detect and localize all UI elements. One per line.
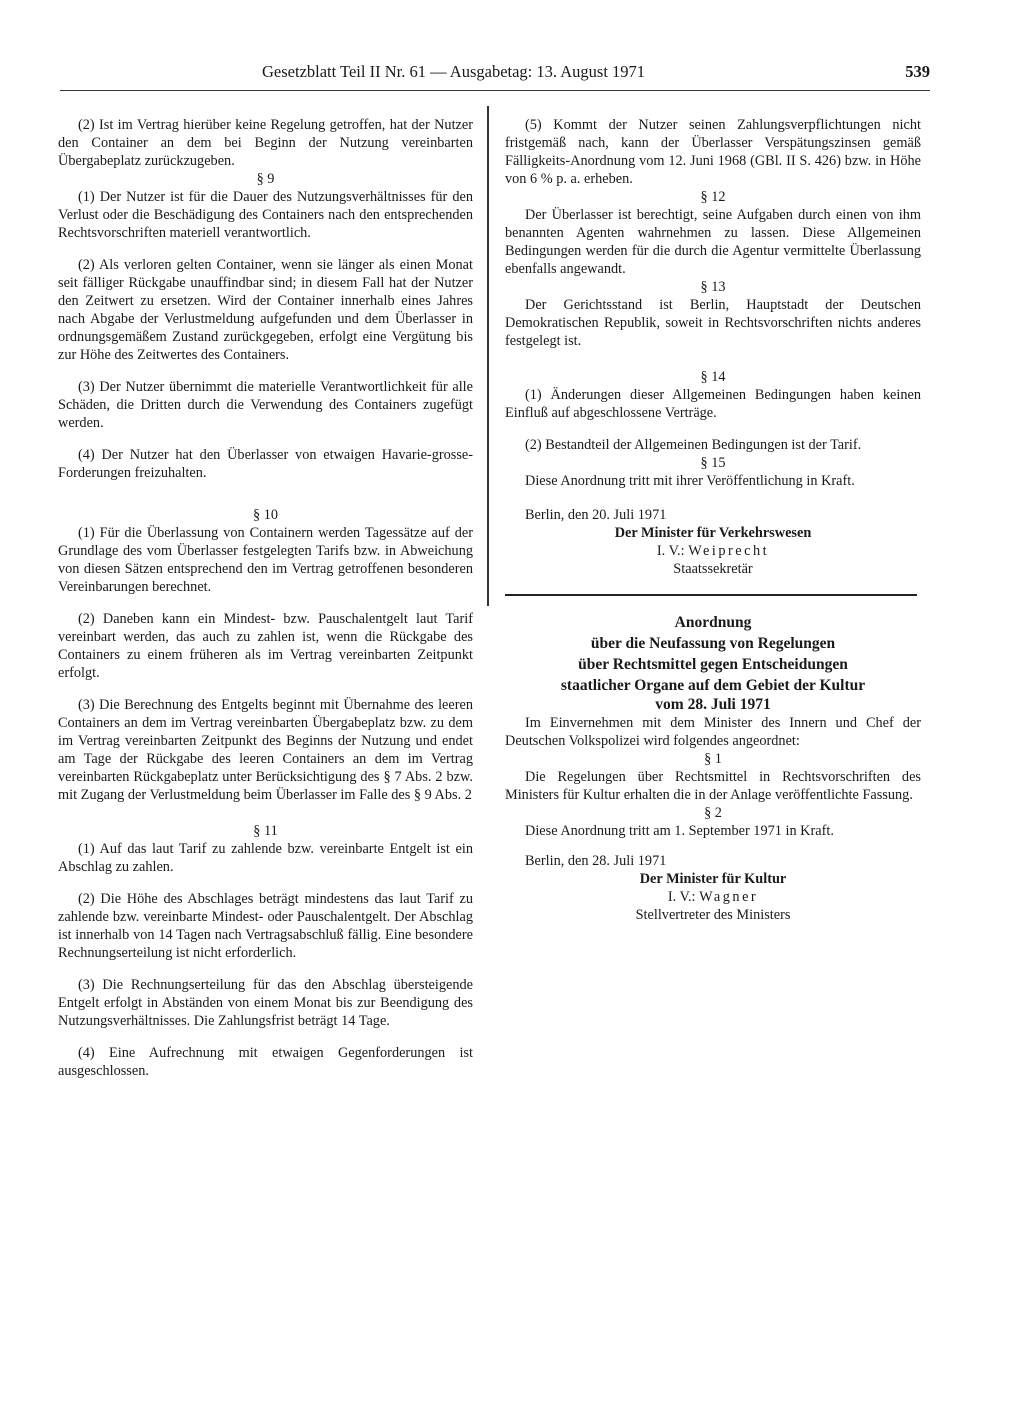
paragraph: (1) Der Nutzer ist für die Dauer des Nutzungsverhältnisses für den Verlust oder die Beschädigung des Containers nach den entsprechenden Rechtsvorschriften materiell verantwortlich. — [58, 189, 473, 241]
paragraph: (2) Die Höhe des Abschlages beträgt mindestens das laut Tarif zu zahlende bzw. vereinbarte Mindest- oder Pauschalentgelt. Der Abschlag ist innerhalb von 14 Tagen nach Vertragsabschluß fällig. Eine besondere Rechnungserteilung ist nicht erforderlich. — [58, 891, 473, 961]
right-column — [505, 116, 921, 924]
column-divider — [487, 106, 489, 606]
signatory-name: Weiprecht — [688, 543, 770, 559]
paragraph: (3) Die Berechnung des Entgelts beginnt mit Übernahme des leeren Containers an dem im Vertrag vereinbarten Übergabeplatz bzw. zu dem im Vertrag vereinbarten Zeitpunkt des Beginns der Nutzung und endet am Tage der Rückgabe des leeren Containers an dem im Vertrag vereinbarten Rückgabeplatz unter Berücksichtigung des § 7 Abs. 2 bzw. mit Zugang der Verlustmeldung beim Überlasser im Falle des § 9 Abs. 2 — [58, 697, 473, 803]
place-date: Berlin, den 28. Juli 1971 — [525, 853, 667, 869]
signatory — [505, 888, 921, 906]
order-title-line: Anordnung — [674, 614, 752, 631]
section-heading: § 14 — [700, 369, 726, 385]
page-header — [60, 62, 930, 84]
section-heading: § 10 — [252, 507, 279, 523]
paragraph: Der Überlasser ist berechtigt, seine Aufgaben durch einen von ihm benannten Agenten wahrnehmen zu lassen. Diese Allgemeinen Bedingungen werden für die durch die Agentur vermittelte Überlassung ebenfalls angewandt. — [505, 207, 921, 277]
paragraph: Diese Anordnung tritt am 1. September 1971 in Kraft. — [525, 823, 834, 839]
section-heading: § 2 — [704, 805, 722, 821]
minister-title: Der Minister für Kultur — [639, 871, 787, 887]
paragraph: (1) Änderungen dieser Allgemeinen Bedingungen haben keinen Einfluß auf abgeschlossene Verträge. — [505, 387, 921, 421]
left-column — [58, 116, 473, 1080]
signatory-name: Wagner — [699, 889, 759, 905]
paragraph: (3) Der Nutzer übernimmt die materielle Verantwortlichkeit für alle Schäden, die Dritten durch die Verwendung des Containers zugefügt werden. — [58, 379, 473, 431]
header-rule — [60, 90, 930, 91]
section-rule — [505, 594, 917, 596]
place-date: Berlin, den 20. Juli 1971 — [525, 507, 667, 523]
paragraph: (1) Für die Überlassung von Containern werden Tagessätze auf der Grundlage des vom Überlasser festgelegten Tarifs bzw. in Abweichung von diesen Sätzen entsprechend den im Vertrag getroffenen besonderen Vereinbarungen berechnet. — [58, 525, 473, 595]
section-heading: § 15 — [700, 455, 726, 471]
section-heading: § 11 — [253, 823, 278, 839]
section-heading: § 13 — [700, 279, 726, 295]
minister-title: Der Minister für Verkehrswesen — [614, 525, 812, 541]
paragraph: Der Gerichtsstand ist Berlin, Hauptstadt der Deutschen Demokratischen Republik, soweit in Rechtsvorschriften nichts anderes festgelegt ist. — [505, 297, 921, 349]
paragraph: (4) Der Nutzer hat den Überlasser von etwaigen Havarie-grosse-Forderungen freizuhalten. — [58, 447, 473, 481]
section-heading: § 12 — [700, 189, 726, 205]
iv-label: I. V.: — [656, 543, 685, 559]
signatory — [505, 542, 921, 560]
paragraph: (2) Als verloren gelten Container, wenn sie länger als einen Monat seit fälliger Rückgabe unauffindbar sind; in diesem Fall hat der Nutzer den Zeitwert zu ersetzen. Wird der Container innerhalb eines Jahres nach Abgabe der Verlustmeldung aufgefunden und dem Überlasser in ordnungsgemäßem Zustand zurückgegeben, erfolgt eine Vergütung bis zur Höhe des Zeitwertes des Containers. — [58, 257, 473, 363]
paragraph: (4) Eine Aufrechnung mit etwaigen Gegenforderungen ist ausgeschlossen. — [58, 1045, 473, 1079]
paragraph: (3) Die Rechnungserteilung für das den Abschlag übersteigende Entgelt erfolgt in Abständen von einem Monat bis zur Beendigung des Nutzungsverhältnisses. Die Zahlungsfrist beträgt 14 Tage. — [58, 977, 473, 1029]
section-heading: § 1 — [704, 751, 722, 767]
paragraph: (2) Ist im Vertrag hierüber keine Regelung getroffen, hat der Nutzer den Container an dem bei Beginn der Nutzung vereinbarten Übergabeplatz zurückzugeben. — [58, 117, 473, 169]
paragraph: (2) Bestandteil der Allgemeinen Bedingungen ist der Tarif. — [525, 437, 862, 453]
order-title-line: staatlicher Organe auf dem Gebiet der Kultur — [560, 677, 866, 694]
order-date: vom 28. Juli 1971 — [655, 696, 771, 713]
gazette-title: Gesetzblatt Teil II Nr. 61 — Ausgabetag: 13. August 1971 — [262, 62, 646, 81]
section-heading: § 9 — [256, 171, 275, 187]
order-title-line: über Rechtsmittel gegen Entscheidungen — [578, 656, 848, 673]
paragraph: (5) Kommt der Nutzer seinen Zahlungsverpflichtungen nicht fristgemäß nach, kann der Überlasser Verspätungszinsen gemäß Fälligkeits-Anordnung vom 12. Juni 1968 (GBl. II S. 426) bzw. in Höhe von 6 % p. a. erheben. — [505, 117, 921, 187]
paragraph: (2) Daneben kann ein Mindest- bzw. Pauschalentgelt laut Tarif vereinbart werden, das auch zu zahlen ist, wenn die Rückgabe des Containers zu einem früheren als im Vertrag vereinbarten Zeitpunkt erfolgt. — [58, 611, 473, 681]
signatory-role: Staatssekretär — [673, 561, 753, 577]
paragraph: Die Regelungen über Rechtsmittel in Rechtsvorschriften des Ministers für Kultur erhalten die in der Anlage veröffentlichte Fassung. — [505, 769, 921, 803]
paragraph: Im Einvernehmen mit dem Minister des Innern und Chef der Deutschen Volkspolizei wird folgendes angeordnet: — [505, 715, 921, 749]
paragraph: (1) Auf das laut Tarif zu zahlende bzw. vereinbarte Entgelt ist ein Abschlag zu zahlen. — [58, 841, 473, 875]
iv-label: I. V.: — [667, 889, 696, 905]
signatory-role: Stellvertreter des Ministers — [635, 907, 791, 923]
page-number: 539 — [905, 62, 930, 81]
paragraph: Diese Anordnung tritt mit ihrer Veröffentlichung in Kraft. — [525, 473, 855, 489]
order-title-line: über die Neufassung von Regelungen — [590, 635, 836, 652]
